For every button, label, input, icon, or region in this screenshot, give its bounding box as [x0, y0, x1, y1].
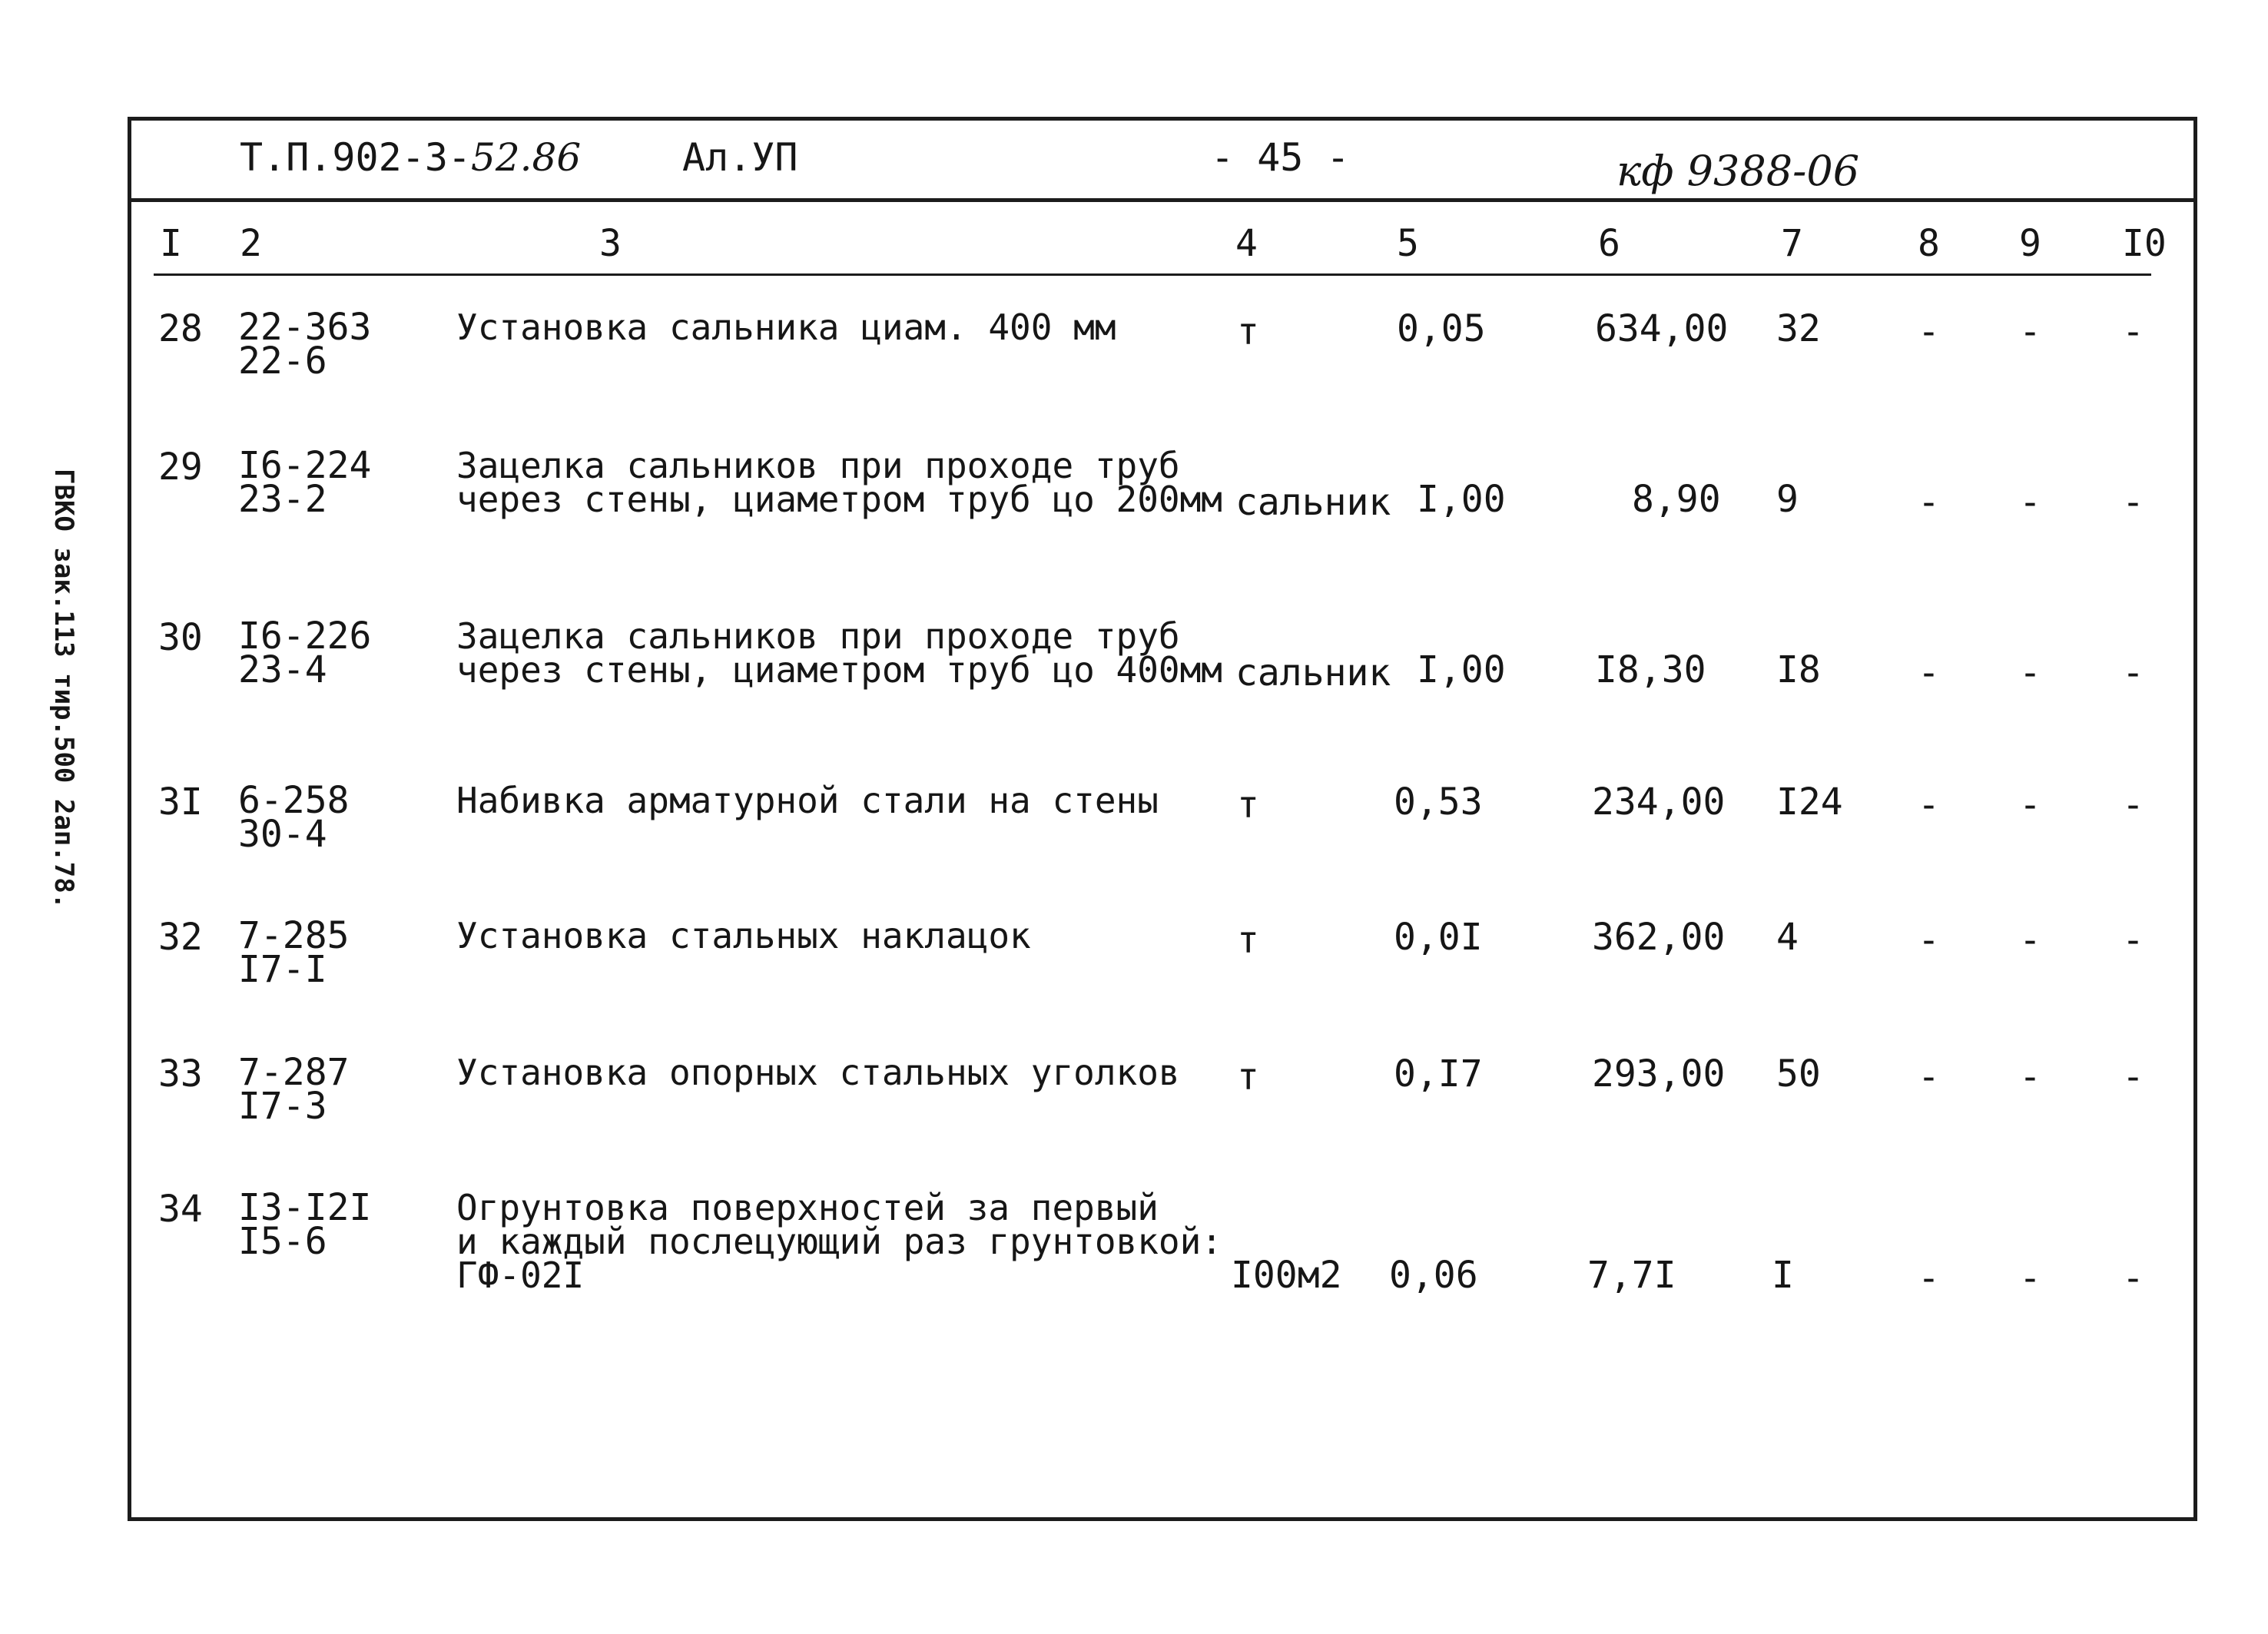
norm-code-line: I7-I [238, 948, 327, 991]
row-number: 3I [158, 781, 203, 824]
total: 50 [1776, 1052, 1821, 1095]
col-number: I0 [2122, 222, 2167, 265]
col8-value: - [1918, 1056, 1940, 1099]
document-frame [128, 117, 2197, 1521]
document-code: кф 9388-06 [1616, 147, 1860, 195]
description-line: Установка сальника циам. 400 мм [456, 307, 1116, 348]
description-line: Набивка арматурной стали на стены [456, 780, 1159, 821]
norm-code [238, 444, 372, 521]
description-line: Зацелка сальников при проходе труб [456, 445, 1180, 486]
description-line: и каждый послецующий раз грунтовкой: [456, 1221, 1222, 1262]
work-description [456, 1052, 1180, 1093]
column-numbers-underline [154, 273, 2151, 276]
unit: сальник [1235, 481, 1391, 524]
norm-code-line: 22-363 [238, 306, 372, 349]
norm-code-line: 30-4 [238, 813, 327, 856]
row-number: 30 [158, 616, 203, 659]
work-description [456, 445, 1222, 520]
description-line: через стены, циаметром труб цо 400мм [456, 649, 1222, 691]
norm-code-line: I7-3 [238, 1085, 327, 1128]
total: 9 [1776, 478, 1799, 521]
row-number: 29 [158, 446, 203, 489]
norm-code-line: I5-6 [238, 1220, 327, 1263]
unit-price: 293,00 [1592, 1052, 1726, 1095]
col8-value: - [1918, 784, 1940, 827]
unit-price: 234,00 [1592, 781, 1726, 824]
col8-value: - [1918, 481, 1940, 524]
unit: I00м2 [1231, 1254, 1342, 1297]
unit-price: 362,00 [1592, 916, 1726, 959]
col-number: 7 [1781, 222, 1803, 265]
col10-value: - [2122, 784, 2144, 827]
unit: т [1237, 784, 1259, 827]
col9-value: - [2019, 310, 2041, 353]
row-number: 28 [158, 307, 203, 350]
row-number: 34 [158, 1188, 203, 1231]
norm-code-line: 22-6 [238, 340, 327, 383]
description-line: ГФ-02I [456, 1255, 585, 1296]
norm-code [238, 779, 350, 856]
quantity: 0,53 [1394, 781, 1483, 824]
description-line: через стены, циаметром труб цо 200мм [456, 479, 1222, 520]
page-number: - 45 - [1211, 135, 1350, 180]
side-stamp: ГВКО зак.113 тир.500 2ап.78. [48, 469, 79, 910]
col10-value: - [2122, 481, 2144, 524]
unit-price: 8,90 [1632, 478, 1721, 521]
unit: т [1237, 919, 1259, 962]
description-line: Установка стальных наклацок [456, 915, 1031, 956]
col9-value: - [2019, 481, 2041, 524]
norm-code [238, 1051, 350, 1128]
total: I8 [1776, 648, 1821, 691]
unit-price: I8,30 [1595, 648, 1706, 691]
col8-value: - [1918, 651, 1940, 694]
norm-code-line: I6-226 [238, 615, 372, 658]
col-number: 6 [1598, 222, 1620, 265]
album-label: Ал.УП [682, 135, 798, 180]
norm-code-line: I3-I2I [238, 1186, 372, 1229]
norm-code-line: I6-224 [238, 444, 372, 487]
norm-code [238, 306, 372, 383]
work-description [456, 915, 1031, 956]
col-number: 8 [1918, 222, 1940, 265]
col9-value: - [2019, 651, 2041, 694]
project-number-handwritten: 52.86 [471, 135, 582, 180]
header-divider [129, 198, 2196, 202]
norm-code-line: 6-258 [238, 779, 350, 822]
unit: сальник [1235, 651, 1391, 694]
norm-code [238, 615, 372, 691]
col-number: 5 [1397, 222, 1419, 265]
col-number: 4 [1235, 222, 1258, 265]
col10-value: - [2122, 1056, 2144, 1099]
quantity: 0,0I [1394, 916, 1483, 959]
unit: т [1237, 1056, 1259, 1099]
col8-value: - [1918, 1257, 1940, 1300]
total: I24 [1776, 781, 1843, 824]
row-number: 32 [158, 916, 203, 959]
project-number [240, 135, 582, 180]
quantity: 0,06 [1389, 1254, 1478, 1297]
unit-price: 7,7I [1587, 1254, 1676, 1297]
unit: т [1237, 310, 1259, 353]
norm-code-line: 7-285 [238, 914, 350, 957]
quantity: I,00 [1417, 478, 1506, 521]
unit-price: 634,00 [1595, 307, 1729, 350]
description-line: Огрунтовка поверхностей за первый [456, 1187, 1159, 1228]
total: 4 [1776, 916, 1799, 959]
col-number: I [160, 222, 182, 265]
col-number: 9 [2019, 222, 2041, 265]
norm-code [238, 914, 350, 991]
col9-value: - [2019, 919, 2041, 962]
norm-code [238, 1186, 372, 1263]
col10-value: - [2122, 1257, 2144, 1300]
col9-value: - [2019, 784, 2041, 827]
description-line: Установка опорных стальных уголков [456, 1052, 1180, 1093]
col-number: 3 [599, 222, 622, 265]
work-description [456, 307, 1116, 348]
norm-code-line: 23-4 [238, 648, 327, 691]
quantity: 0,05 [1397, 307, 1486, 350]
description-line: Зацелка сальников при проходе труб [456, 615, 1180, 657]
col8-value: - [1918, 919, 1940, 962]
norm-code-line: 23-2 [238, 478, 327, 521]
col8-value: - [1918, 310, 1940, 353]
norm-code-line: 7-287 [238, 1051, 350, 1094]
quantity: I,00 [1417, 648, 1506, 691]
col10-value: - [2122, 919, 2144, 962]
total: 32 [1776, 307, 1821, 350]
quantity: 0,I7 [1394, 1052, 1483, 1095]
total: I [1772, 1254, 1794, 1297]
work-description [456, 780, 1159, 821]
col-number: 2 [240, 222, 262, 265]
work-description [456, 615, 1222, 691]
col9-value: - [2019, 1257, 2041, 1300]
col10-value: - [2122, 651, 2144, 694]
project-number-typed: Т.П.902-3- [240, 135, 472, 180]
row-number: 33 [158, 1052, 203, 1095]
work-description [456, 1187, 1222, 1296]
col10-value: - [2122, 310, 2144, 353]
col9-value: - [2019, 1056, 2041, 1099]
